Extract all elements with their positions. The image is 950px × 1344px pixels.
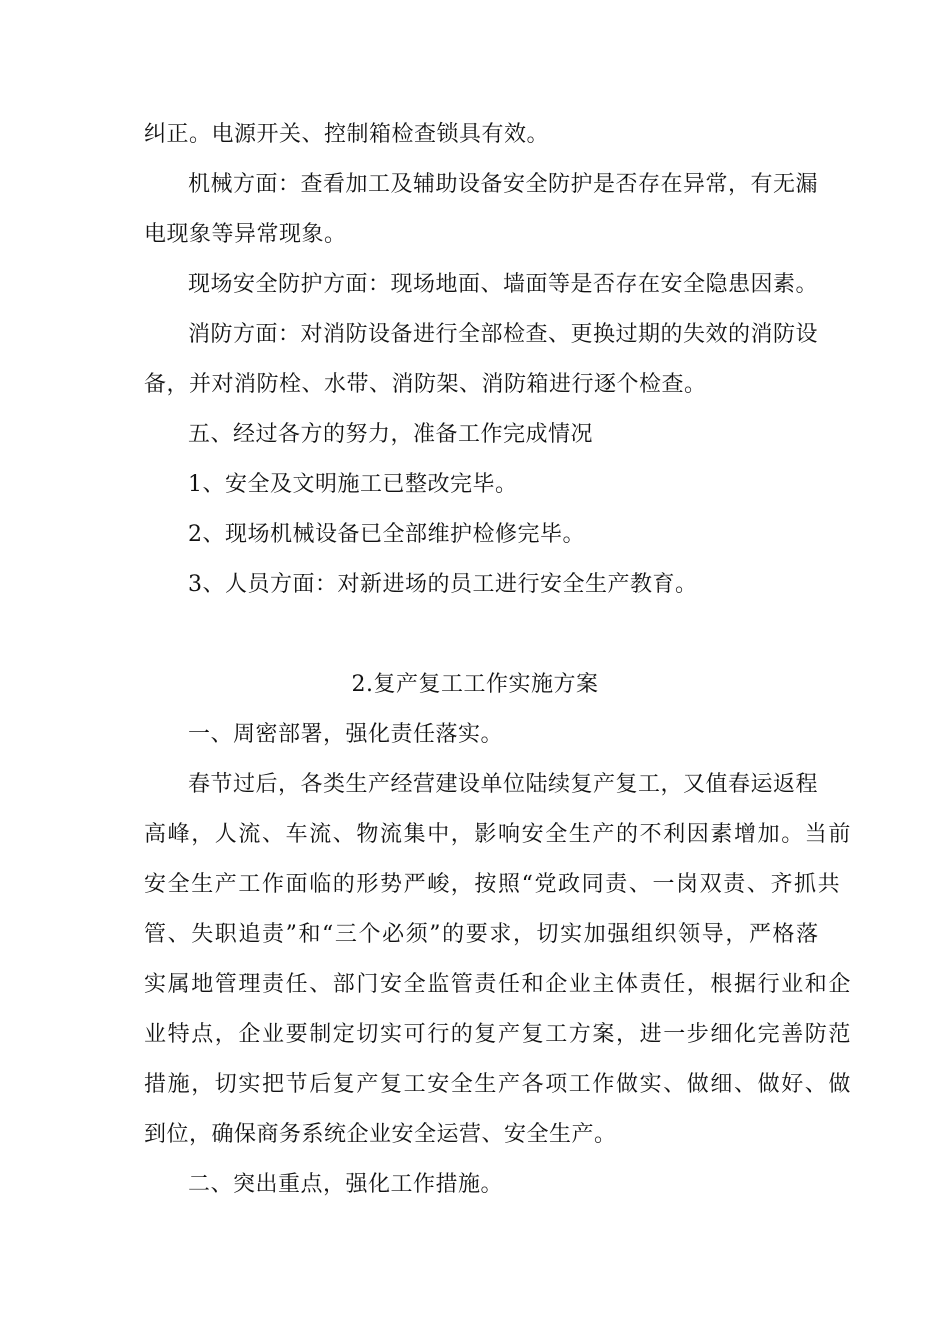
section-title: 2.复产复工工作实施方案: [351, 672, 599, 697]
list-item: 1、安全及文明施工已整改完毕。: [188, 472, 518, 497]
paragraph-line: 机械方面：查看加工及辅助设备安全防护是否存在异常，有无漏: [188, 172, 819, 197]
paragraph-line: 安全生产工作面临的形势严峻，按照“党政同责、一岗双责、齐抓共: [144, 872, 842, 897]
list-item: 2、现场机械设备已全部维护检修完毕。: [188, 522, 585, 547]
paragraph-line: 业特点，企业要制定切实可行的复产复工方案，进一步细化完善防范: [144, 1022, 853, 1047]
section-heading: 二、突出重点，强化工作措施。: [188, 1172, 504, 1197]
paragraph-line: 管、失职追责”和“三个必须”的要求，切实加强组织领导，严格落: [144, 922, 820, 947]
paragraph-line: 消防方面：对消防设备进行全部检查、更换过期的失效的消防设: [188, 322, 819, 347]
paragraph-line: 到位，确保商务系统企业安全运营、安全生产。: [144, 1122, 617, 1147]
paragraph-line: 实属地管理责任、部门安全监管责任和企业主体责任，根据行业和企: [144, 972, 853, 997]
paragraph-line: 纠正。电源开关、控制箱检查锁具有效。: [144, 122, 550, 147]
paragraph-line: 高峰，人流、车流、物流集中，影响安全生产的不利因素增加。当前: [144, 822, 853, 847]
paragraph-line: 措施，切实把节后复产复工安全生产各项工作做实、做细、做好、做: [144, 1072, 853, 1097]
section-heading: 五、经过各方的努力，准备工作完成情况: [188, 422, 594, 447]
paragraph-line: 现场安全防护方面：现场地面、墙面等是否存在安全隐患因素。: [188, 272, 819, 297]
section-heading: 一、周密部署，强化责任落实。: [188, 722, 504, 747]
paragraph-line: 备，并对消防栓、水带、消防架、消防箱进行逐个检查。: [144, 372, 707, 397]
paragraph-line: 电现象等异常现象。: [144, 222, 347, 247]
paragraph-line: 春节过后，各类生产经营建设单位陆续复产复工，又值春运返程: [188, 772, 819, 797]
list-item: 3、人员方面：对新进场的员工进行安全生产教育。: [188, 572, 698, 597]
